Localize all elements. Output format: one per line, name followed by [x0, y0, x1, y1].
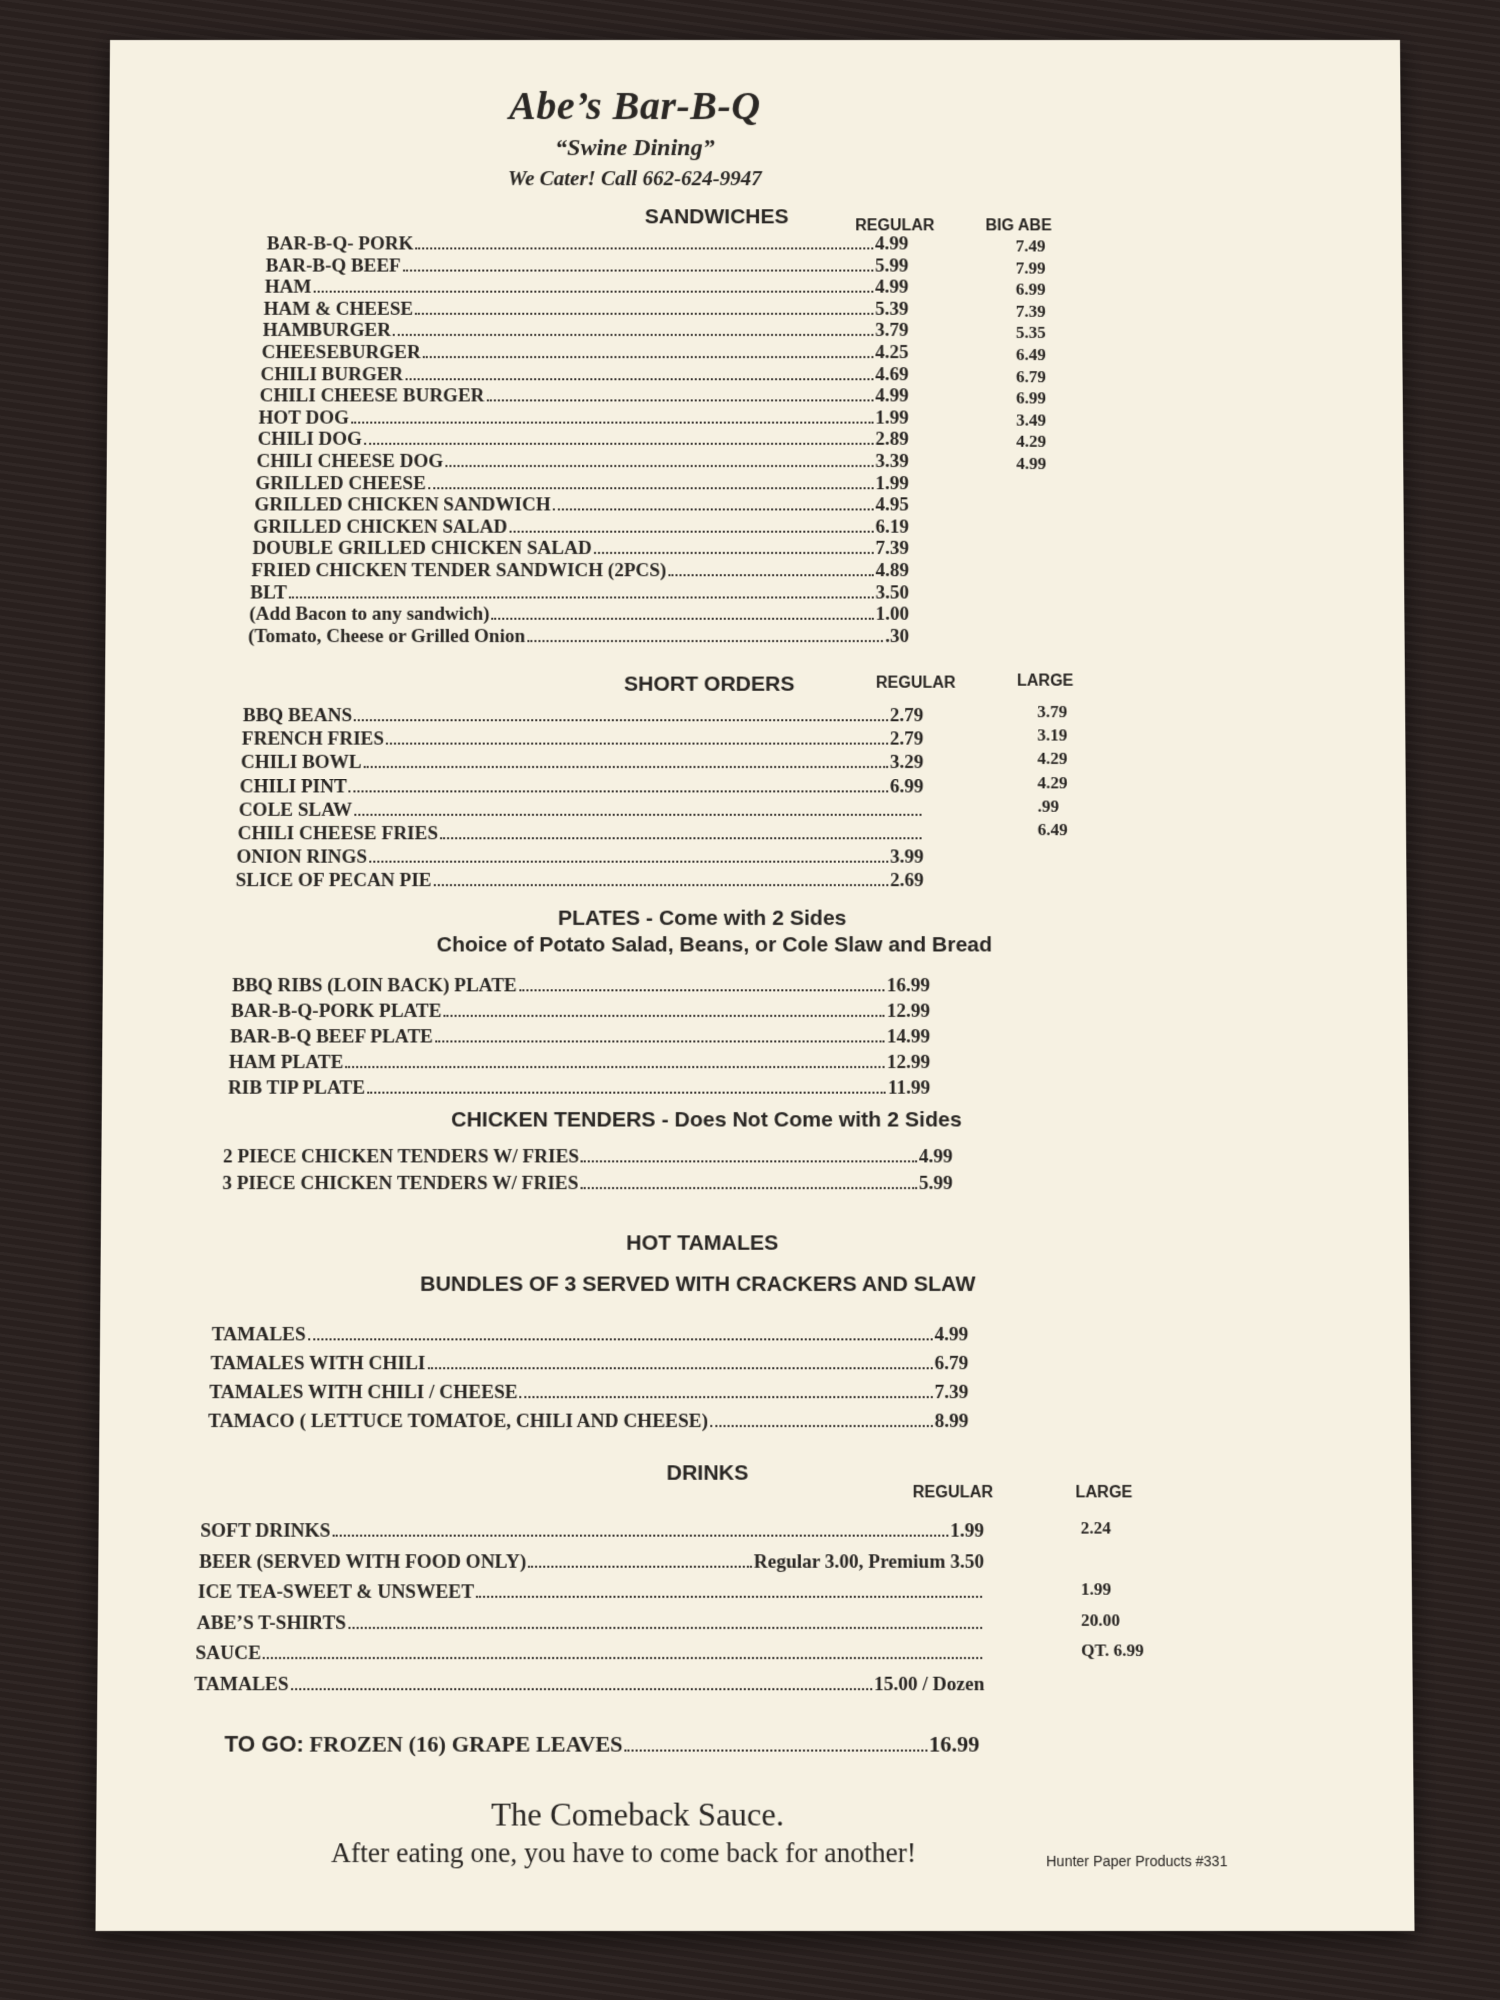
item-name: (Add Bacon to any sandwich) — [249, 603, 490, 626]
item-price: 2.69 — [890, 870, 924, 892]
item-name: DOUBLE GRILLED CHICKEN SALAD — [252, 538, 592, 560]
menu-item-row — [239, 799, 924, 820]
item-alt-price: 6.49 — [1015, 344, 1046, 365]
item-alt-price: 6.99 — [1016, 388, 1047, 408]
item-price: 4.25 — [875, 341, 909, 364]
leader-dots — [393, 334, 873, 336]
togo-label: TO GO: — [224, 1730, 304, 1757]
item-price: 3.79 — [875, 320, 909, 342]
leader-dots — [594, 552, 874, 554]
item-price: 1.00 — [875, 603, 910, 626]
menu-item-row — [242, 729, 924, 750]
item-alt-price: 3.79 — [1037, 701, 1068, 722]
footer-slogan: The Comeback Sauce. — [490, 1795, 785, 1833]
item-alt-price: 7.49 — [1015, 236, 1046, 256]
leader-dots — [349, 790, 888, 792]
menu-item-row — [262, 342, 909, 363]
item-alt-price: .99 — [1037, 796, 1060, 816]
plates-heading: PLATES - Come with 2 Sides — [557, 906, 847, 931]
menu-item-row — [232, 975, 930, 996]
menu-item-row — [263, 320, 909, 341]
item-alt-price: 4.29 — [1037, 749, 1068, 769]
item-price: 6.19 — [875, 516, 909, 538]
item-price: 12.99 — [886, 1051, 931, 1074]
menu-item-row — [241, 752, 924, 773]
leader-dots — [367, 1092, 886, 1094]
item-alt-price: 3.19 — [1037, 725, 1068, 745]
item-price: 4.95 — [875, 494, 909, 516]
togo-item — [224, 1731, 622, 1758]
leader-dots — [428, 487, 874, 489]
item-price: 12.99 — [886, 1000, 931, 1023]
menu-item-row — [208, 1411, 968, 1433]
item-alt-price: 20.00 — [1080, 1609, 1121, 1630]
menu-item-row — [222, 1173, 952, 1195]
leader-dots — [476, 1596, 982, 1598]
item-name: HOT DOG — [258, 407, 349, 429]
leader-dots — [527, 640, 883, 642]
menu-item-row — [212, 1324, 969, 1346]
item-name: BLT — [250, 581, 287, 604]
item-alt-price: 5.35 — [1015, 323, 1046, 343]
item-alt-price: 6.49 — [1037, 819, 1068, 840]
menu-item-row — [254, 494, 908, 515]
short-orders-large-header: LARGE — [1016, 672, 1074, 690]
sandwiches-heading: SANDWICHES — [644, 205, 789, 229]
leader-dots — [509, 530, 873, 532]
leader-dots — [354, 814, 921, 816]
item-name: TAMALES — [194, 1673, 289, 1695]
item-price: 3.50 — [875, 581, 910, 604]
item-alt-price: 1.99 — [1080, 1579, 1112, 1599]
item-alt-price: 2.24 — [1080, 1518, 1111, 1538]
item-price: 6.79 — [934, 1352, 969, 1375]
item-name: BAR-B-Q- PORK — [266, 233, 414, 255]
item-name: BAR-B-Q BEEF — [265, 255, 401, 277]
item-alt-price: 6.99 — [1015, 279, 1046, 299]
menu-item-row — [265, 277, 909, 298]
menu-item-row — [267, 233, 909, 254]
item-price: 4.99 — [875, 276, 909, 298]
leader-dots — [313, 291, 873, 293]
item-alt-price: 7.39 — [1015, 301, 1046, 321]
item-name: GRILLED CHEESE — [255, 472, 426, 494]
item-name: ICE TEA-SWEET & UNSWEET — [197, 1581, 475, 1604]
item-price: 3.99 — [890, 846, 924, 868]
tamales-subheading: BUNDLES OF 3 SERVED WITH CRACKERS AND SLAW — [420, 1272, 976, 1297]
item-price: 4.69 — [875, 363, 909, 385]
item-name: SOFT DRINKS — [200, 1520, 331, 1542]
menu-item-row — [248, 626, 909, 647]
menu-item-row — [238, 823, 924, 844]
item-alt-price: 4.29 — [1016, 432, 1047, 452]
item-price: 1.99 — [875, 407, 909, 429]
menu-paper — [95, 40, 1414, 1931]
leader-dots — [364, 443, 873, 445]
item-name: COLE SLAW — [238, 799, 353, 821]
menu-item-row — [198, 1581, 984, 1603]
short-orders-regular-header: REGULAR — [875, 674, 956, 692]
leader-dots — [415, 247, 873, 249]
item-name: TAMACO ( LETTUCE TOMATOE, CHILI AND CHEESE) — [208, 1410, 709, 1433]
item-name: FRIED CHICKEN TENDER SANDWICH (2PCS) — [251, 560, 667, 582]
menu-item-row — [200, 1520, 984, 1542]
leader-dots — [668, 574, 873, 576]
tamales-heading: HOT TAMALES — [626, 1231, 779, 1255]
drinks-large-header: LARGE — [1075, 1483, 1133, 1502]
togo-item-name: FROZEN (16) GRAPE LEAVES — [309, 1730, 623, 1757]
item-price: 8.99 — [934, 1410, 969, 1433]
leader-dots — [263, 1657, 982, 1659]
footer-tagline: After eating one, you have to come back for another! — [330, 1837, 917, 1869]
item-price: 4.99 — [918, 1145, 953, 1168]
menu-item-row — [260, 385, 909, 406]
menu-item-row — [261, 364, 909, 385]
menu-item-row — [264, 299, 909, 320]
leader-dots — [289, 596, 874, 598]
item-name: HAM & CHEESE — [263, 298, 414, 320]
menu-item-row — [195, 1642, 984, 1664]
item-name: TAMALES WITH CHILI — [210, 1352, 426, 1375]
leader-dots — [403, 269, 873, 271]
item-alt-price: 4.99 — [1016, 453, 1047, 474]
leader-dots — [405, 378, 873, 380]
item-price: 1.99 — [950, 1520, 985, 1542]
item-name: GRILLED CHICKEN SALAD — [253, 516, 508, 538]
item-name: RIB TIP PLATE — [227, 1077, 366, 1099]
item-price: 4.89 — [875, 560, 909, 582]
item-name: CHILI BOWL — [240, 752, 362, 774]
drinks-heading: DRINKS — [666, 1461, 749, 1485]
item-name: CHILI PINT — [239, 775, 347, 798]
item-name: HAMBURGER — [262, 320, 391, 342]
leader-dots — [415, 313, 873, 315]
item-price: 4.99 — [875, 233, 909, 255]
sandwiches-regular-header: REGULAR — [855, 217, 935, 235]
item-price: 5.99 — [918, 1172, 953, 1195]
item-price: 7.39 — [875, 538, 909, 560]
item-name: TAMALES — [211, 1323, 306, 1346]
menu-item-row — [253, 516, 909, 537]
menu-item-row — [252, 538, 909, 559]
leader-dots — [434, 885, 889, 887]
menu-item-row — [231, 1001, 930, 1022]
item-name: 2 PIECE CHICKEN TENDERS W/ FRIES — [222, 1145, 580, 1168]
togo-price: 16.99 — [928, 1730, 980, 1757]
leader-dots — [519, 989, 885, 991]
sandwiches-big-header: BIG ABE — [985, 217, 1052, 235]
item-name: SLICE OF PECAN PIE — [235, 870, 432, 892]
item-price: 5.39 — [875, 298, 909, 320]
restaurant-tagline: “Swine Dining” — [555, 135, 715, 162]
item-name: BAR-B-Q BEEF PLATE — [229, 1026, 434, 1048]
menu-item-row — [194, 1673, 984, 1695]
menu-item-row — [251, 560, 909, 581]
leader-dots — [345, 1066, 884, 1068]
leader-dots — [444, 1015, 885, 1017]
menu-item-row — [243, 705, 924, 726]
leader-dots — [625, 1750, 927, 1752]
menu-item-row — [197, 1612, 985, 1634]
menu-item-row — [266, 255, 909, 276]
leader-dots — [435, 1040, 885, 1042]
item-price: 14.99 — [886, 1026, 931, 1048]
item-name: CHEESEBURGER — [261, 341, 421, 364]
leader-dots — [520, 1396, 933, 1398]
item-price: 7.39 — [934, 1381, 969, 1404]
item-price: .30 — [885, 625, 910, 647]
menu-item-row — [209, 1382, 968, 1404]
item-price: 5.99 — [875, 255, 909, 277]
leader-dots — [710, 1425, 933, 1427]
leader-dots — [486, 400, 873, 402]
menu-item-row — [228, 1077, 930, 1099]
item-price: 6.99 — [889, 775, 924, 798]
tenders-heading: CHICKEN TENDERS - Does Not Come with 2 Sides — [451, 1108, 962, 1132]
item-name: BBQ RIBS (LOIN BACK) PLATE — [232, 974, 517, 997]
leader-dots — [291, 1688, 872, 1690]
leader-dots — [333, 1535, 949, 1537]
item-price: 3.29 — [889, 752, 924, 774]
menu-item-row — [255, 473, 908, 494]
leader-dots — [440, 837, 922, 839]
item-name: CHILI CHEESE FRIES — [237, 822, 439, 845]
menu-item-row — [229, 1052, 930, 1074]
drinks-regular-header: REGULAR — [912, 1483, 994, 1502]
leader-dots — [348, 1626, 982, 1628]
item-price: 4.99 — [875, 385, 909, 407]
menu-item-row — [257, 429, 908, 450]
togo-row — [224, 1731, 979, 1758]
item-name: HAM — [264, 276, 312, 298]
menu-item-row — [237, 847, 924, 868]
item-name: BEER (SERVED WITH FOOD ONLY) — [199, 1550, 527, 1573]
plates-subheading: Choice of Potato Salad, Beans, or Cole Slaw and Bread — [436, 933, 993, 957]
item-alt-price: 4.29 — [1037, 772, 1068, 793]
leader-dots — [580, 1187, 916, 1189]
leader-dots — [427, 1367, 932, 1369]
item-price: 4.99 — [934, 1323, 969, 1346]
item-name: HAM PLATE — [228, 1051, 344, 1074]
item-name: CHILI BURGER — [260, 363, 404, 385]
leader-dots — [553, 509, 874, 511]
leader-dots — [364, 766, 888, 768]
item-name: CHILI DOG — [257, 429, 363, 451]
item-price: 11.99 — [887, 1077, 931, 1099]
menu-item-row — [199, 1551, 984, 1573]
item-price: 2.79 — [889, 704, 924, 727]
catering-line: We Cater! Call 662-624-9947 — [507, 166, 762, 191]
item-name: BAR-B-Q-PORK PLATE — [231, 1000, 442, 1023]
menu-item-row — [240, 776, 924, 797]
leader-dots — [491, 618, 873, 620]
menu-item-row — [210, 1353, 968, 1375]
item-price: 16.99 — [886, 974, 930, 997]
menu-item-row — [249, 604, 909, 625]
menu-item-row — [230, 1026, 930, 1047]
menu-item-row — [250, 582, 909, 603]
item-name: SAUCE — [195, 1642, 262, 1665]
item-name: ABE’S T-SHIRTS — [196, 1611, 347, 1634]
leader-dots — [423, 356, 874, 358]
menu-item-row — [223, 1146, 953, 1168]
leader-dots — [354, 719, 888, 721]
menu-item-row — [256, 451, 908, 472]
item-name: (Tomato, Cheese or Grilled Onion — [248, 625, 526, 647]
item-name: CHILI CHEESE BURGER — [259, 385, 485, 407]
item-name: FRENCH FRIES — [241, 728, 385, 750]
item-price: 1.99 — [875, 472, 909, 494]
item-name: BBQ BEANS — [242, 704, 353, 727]
printer-credit: Hunter Paper Products #331 — [1046, 1852, 1228, 1870]
item-alt-price: 7.99 — [1015, 258, 1046, 278]
short-orders-heading: SHORT ORDERS — [623, 672, 795, 696]
leader-dots — [369, 861, 888, 863]
leader-dots — [581, 1160, 917, 1162]
item-price: 2.89 — [875, 429, 909, 451]
leader-dots — [445, 465, 873, 467]
item-alt-price: 3.49 — [1016, 410, 1047, 430]
item-name: 3 PIECE CHICKEN TENDERS W/ FRIES — [222, 1172, 579, 1195]
item-price: 2.79 — [889, 728, 924, 750]
leader-dots — [308, 1338, 933, 1340]
restaurant-title: Abe’s Bar-B-Q — [509, 83, 761, 129]
menu-item-row — [259, 407, 909, 428]
item-name: GRILLED CHICKEN SANDWICH — [254, 494, 551, 516]
item-price: Regular 3.00, Premium 3.50 — [753, 1550, 985, 1573]
item-price: 3.39 — [875, 450, 909, 473]
menu-item-row — [235, 870, 923, 891]
item-name: CHILI CHEESE DOG — [256, 450, 444, 473]
item-alt-price: 6.79 — [1016, 366, 1046, 386]
item-price: 15.00 / Dozen — [874, 1673, 985, 1695]
item-name: ONION RINGS — [236, 846, 368, 868]
item-alt-price: QT. 6.99 — [1081, 1640, 1144, 1661]
item-name: TAMALES WITH CHILI / CHEESE — [209, 1381, 518, 1404]
leader-dots — [386, 743, 888, 745]
leader-dots — [528, 1565, 751, 1567]
leader-dots — [351, 421, 873, 423]
